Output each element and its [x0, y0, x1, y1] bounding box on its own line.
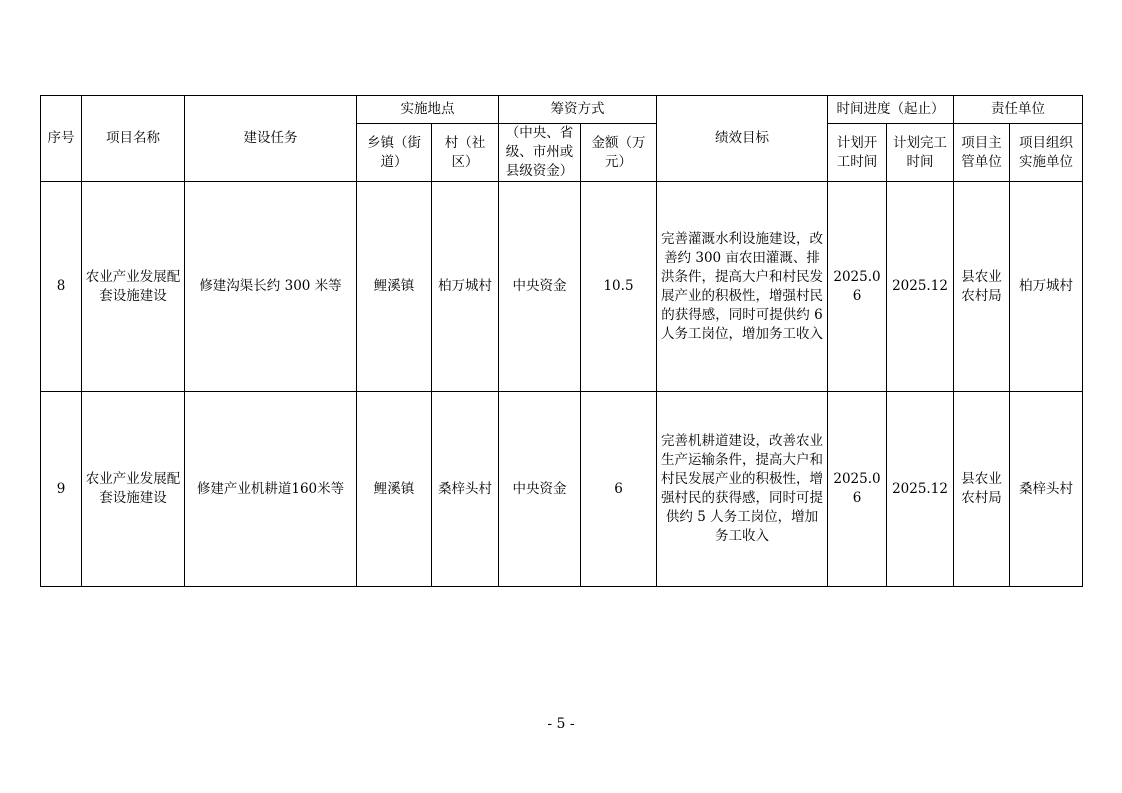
- header-org: 项目组织实施单位: [1010, 124, 1083, 182]
- header-schedule: 时间进度（起止）: [828, 96, 954, 124]
- header-task: 建设任务: [185, 96, 357, 182]
- cell-task: 修建沟渠长约 300 米等: [185, 182, 357, 392]
- cell-goal: 完善机耕道建设，改善农业生产运输条件，提高大户和村民发展产业的积极性，增强村民的获得感，同时可提供约 5 人务工岗位，增加务工收入: [657, 392, 828, 587]
- cell-town: 鲤溪镇: [357, 392, 432, 587]
- cell-end: 2025.12: [887, 182, 954, 392]
- cell-name: 农业产业发展配套设施建设: [82, 182, 185, 392]
- header-funding: 筹资方式: [499, 96, 657, 124]
- cell-amount: 10.5: [581, 182, 657, 392]
- header-location: 实施地点: [357, 96, 499, 124]
- cell-org: 柏万城村: [1010, 182, 1083, 392]
- header-amount: 金额（万元）: [581, 124, 657, 182]
- cell-town: 鲤溪镇: [357, 182, 432, 392]
- cell-end: 2025.12: [887, 392, 954, 587]
- cell-start: 2025.06: [828, 392, 887, 587]
- cell-seq: 9: [41, 392, 82, 587]
- cell-village: 桑梓头村: [432, 392, 499, 587]
- page-number: - 5 -: [547, 716, 575, 732]
- cell-org: 桑梓头村: [1010, 392, 1083, 587]
- cell-dept: 县农业农村局: [954, 392, 1010, 587]
- cell-start: 2025.06: [828, 182, 887, 392]
- cell-task: 修建产业机耕道160米等: [185, 392, 357, 587]
- header-town: 乡镇（街道）: [357, 124, 432, 182]
- project-table: [40, 95, 1083, 587]
- header-source: （中央、省级、市州或县级资金）: [499, 124, 581, 182]
- cell-name: 农业产业发展配套设施建设: [82, 392, 185, 587]
- table-row: [41, 182, 1083, 392]
- header-end: 计划完工时间: [887, 124, 954, 182]
- header-row-top: [41, 96, 1083, 124]
- cell-amount: 6: [581, 392, 657, 587]
- cell-source: 中央资金: [499, 392, 581, 587]
- header-resp: 责任单位: [954, 96, 1083, 124]
- cell-village: 柏万城村: [432, 182, 499, 392]
- cell-source: 中央资金: [499, 182, 581, 392]
- header-dept: 项目主管单位: [954, 124, 1010, 182]
- header-start: 计划开工时间: [828, 124, 887, 182]
- table-row: [41, 392, 1083, 587]
- cell-seq: 8: [41, 182, 82, 392]
- header-name: 项目名称: [82, 96, 185, 182]
- header-goal: 绩效目标: [657, 96, 828, 182]
- cell-goal: 完善灌溉水利设施建设，改善约 300 亩农田灌溉、排洪条件，提高大户和村民发展产业的积极性，增强村民的获得感，同时可提供约 6 人务工岗位，增加务工收入: [657, 182, 828, 392]
- header-seq: 序号: [41, 96, 82, 182]
- header-village: 村（社区）: [432, 124, 499, 182]
- cell-dept: 县农业农村局: [954, 182, 1010, 392]
